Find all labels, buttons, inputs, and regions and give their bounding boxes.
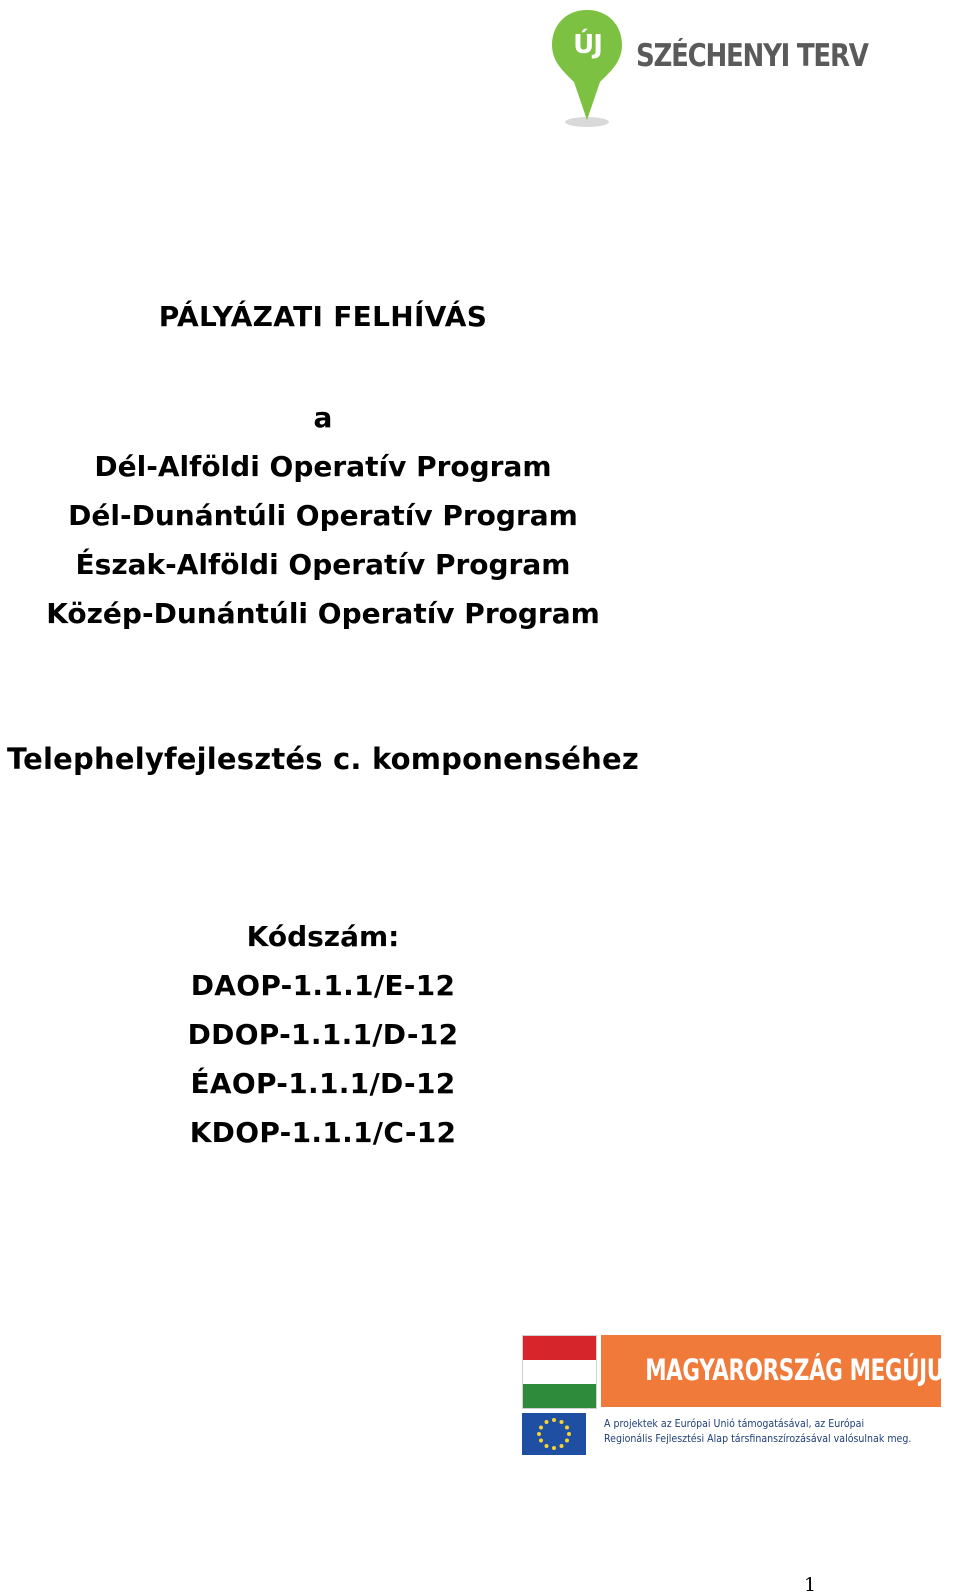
code-line: DAOP-1.1.1/E-12 (190, 969, 456, 1002)
code-line: ÉAOP-1.1.1/D-12 (190, 1067, 456, 1100)
code-line: KDOP-1.1.1/C-12 (189, 1116, 457, 1149)
banner-headline-box (601, 1335, 958, 1407)
logo-pin-text: ÚJ (573, 30, 602, 60)
logo-wordmark: SZÉCHENYI TERV (636, 38, 868, 74)
component-text: Telephelyfejlesztés c. komponenséhez (7, 742, 639, 776)
flag-white-stripe (523, 1360, 596, 1384)
program-line: Közép-Dunántúli Operatív Program (46, 597, 600, 630)
eu-funding-note-line: Regionális Fejlesztési Alap társfinanszírozásával valósulnak meg. (604, 1432, 912, 1445)
eu-flag-icon (522, 1413, 586, 1455)
location-pin-icon (550, 8, 625, 130)
page-number: 1 (803, 1574, 817, 1596)
flag-green-stripe (523, 1384, 596, 1408)
flag-red-stripe (523, 1336, 596, 1360)
magyarorszag-megujul-banner (518, 1331, 958, 1457)
eu-funding-note (604, 1416, 912, 1446)
hungarian-flag-icon (522, 1335, 597, 1409)
banner-headline: MAGYARORSZÁG MEGÚJUL (645, 1353, 958, 1387)
uj-szechenyi-terv-logo (550, 8, 920, 130)
eu-funding-note-line: A projektek az Európai Unió támogatásával, az Európai (604, 1417, 865, 1430)
code-line: DDOP-1.1.1/D-12 (187, 1018, 459, 1051)
code-label: Kódszám: (246, 920, 400, 953)
article-text: a (313, 401, 333, 434)
program-line: Észak-Alföldi Operatív Program (75, 548, 571, 581)
program-line: Dél-Dunántúli Operatív Program (68, 499, 578, 532)
program-line: Dél-Alföldi Operatív Program (94, 450, 552, 483)
document-title: PÁLYÁZATI FELHÍVÁS (158, 300, 488, 333)
